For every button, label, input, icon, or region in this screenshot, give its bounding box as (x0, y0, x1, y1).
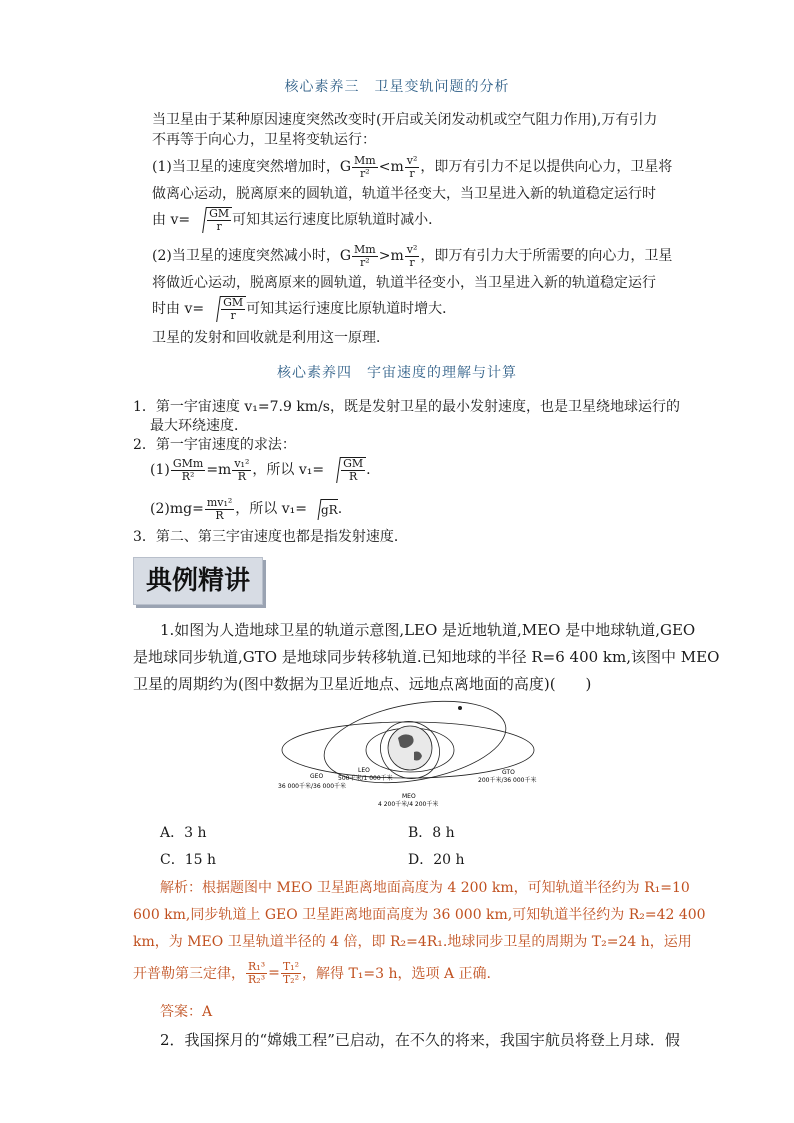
frac-num: v² (406, 242, 418, 256)
solution-line-kepler (133, 955, 491, 991)
text: 可知其运行速度比原轨道时增大． (246, 301, 457, 317)
list-item-1: 1．第一宇宙速度 v₁=7.9 km/s，既是发射卫星的最小发射速度，也是卫星绕地球运行的 (133, 399, 680, 415)
frac-den: R₂³ (248, 972, 266, 986)
list-item-2: 2．第一宇宙速度的求法： (133, 437, 296, 453)
orbit-diagram (270, 700, 540, 810)
frac-den: R² (181, 469, 195, 483)
option-d[interactable]: D．20 h (408, 852, 465, 868)
sqrt-gm-r (208, 296, 246, 322)
question-line: 是地球同步轨道,GTO 是地球同步转移轨道.已知地球的半径 R=6 400 km,该图中 MEO (133, 648, 720, 666)
question-line: 卫星的周期约为(图中数据为卫星近地点、远地点离地面的高度)( ) (133, 675, 592, 693)
frac-num: GM (209, 207, 230, 220)
frac-den: r² (360, 255, 370, 269)
text: . (337, 501, 343, 517)
text: (2)mg= (150, 501, 204, 517)
text: >m (378, 248, 404, 264)
meo-label: MEO (402, 793, 416, 800)
frac-num: Mm (354, 153, 376, 167)
geo-height: 36 000千米/36 000千米 (278, 783, 347, 790)
formula-first-velocity-1 (150, 452, 371, 488)
fraction-gm-r (221, 297, 245, 322)
fraction-r1-r2 (246, 961, 267, 986)
paragraph-line: 不再等于向心力，卫星将变轨运行： (152, 132, 376, 148)
frac-num: T₁² (282, 959, 299, 973)
formula-line-speed-decrease (152, 239, 672, 273)
text: 时由 v= (152, 301, 205, 317)
list-item-1-cont: 最大环绕速度． (150, 418, 248, 434)
paragraph-line: 卫星的发射和回收就是利用这一原理． (152, 330, 390, 346)
section-banner-examples: 典例精讲 (133, 557, 263, 605)
fraction-mm-r2 (352, 244, 378, 269)
section-title-cosmic-velocity: 核心素养四 宇宙速度的理解与计算 (277, 365, 517, 381)
text: 开普勒第三定律， (133, 966, 245, 982)
fraction-mv2-r (205, 497, 234, 522)
frac-num: mv₁² (206, 495, 233, 509)
list-item-3: 3．第二、第三宇宙速度也都是指发射速度． (133, 529, 408, 545)
option-a[interactable]: A．3 h (160, 825, 207, 841)
option-b[interactable]: B．8 h (408, 825, 455, 841)
paragraph-line: 做离心运动，脱离原来的圆轨道，轨道半径变大，当卫星进入新的轨道稳定运行时 (152, 186, 656, 202)
satellite-dot (458, 706, 462, 710)
frac-num: R₁³ (248, 959, 266, 973)
text: ，所以 v₁= (252, 462, 325, 478)
frac-num: GMm (172, 456, 204, 470)
option-c[interactable]: C．15 h (160, 852, 216, 868)
meo-height: 4 200千米/4 200千米 (378, 801, 439, 808)
frac-den: R (215, 508, 224, 522)
solution-line: km，为 MEO 卫星轨道半径的 4 倍，即 R₂=4R₁.地球同步卫星的周期为 T₂=24 h，运用 (133, 934, 692, 950)
solution-line: 600 km,同步轨道上 GEO 卫星距离地面高度为 36 000 km,可知轨道半径约为 R₂=42 400 (133, 907, 706, 923)
solution-line: 解析：根据题图中 MEO 卫星距离地面高度为 4 200 km，可知轨道半径约为 R₁=10 (160, 880, 690, 896)
text: (2)当卫星的速度突然减小时，G (152, 248, 352, 264)
leo-label: LEO (358, 767, 370, 774)
frac-den: R (348, 470, 358, 483)
frac-den: r (230, 309, 236, 322)
formula-line-speed-formula-1 (152, 204, 442, 236)
sqrt-content: gR (321, 499, 338, 520)
formula-line-speed-formula-2 (152, 293, 456, 325)
question-line: 1.如图为人造地球卫星的轨道示意图,LEO 是近地轨道,MEO 是中地球轨道,GEO (160, 621, 696, 639)
text: ，解得 T₁=3 h，选项 A 正确. (302, 966, 491, 982)
frac-num: GM (223, 296, 244, 309)
formula-line-speed-increase (152, 150, 672, 184)
frac-num: GM (343, 457, 364, 470)
sqrt-gm-r (194, 207, 232, 233)
gto-height: 200千米/36 000千米 (478, 777, 537, 784)
frac-num: v₁² (234, 456, 250, 470)
fraction-gm-r (341, 458, 365, 483)
frac-num: v² (406, 153, 418, 167)
text: 由 v= (152, 212, 191, 228)
text: (1)当卫星的速度突然增加时，G (152, 159, 352, 175)
frac-den: r (216, 220, 222, 233)
frac-den: r (409, 255, 415, 269)
fraction-v2-r (405, 155, 420, 180)
text: . (366, 462, 371, 478)
text: 可知其运行速度比原轨道时减小． (232, 212, 443, 228)
fraction-gmm-r2 (171, 458, 205, 483)
text: = (268, 965, 280, 981)
text: <m (378, 159, 404, 175)
frac-den: R (237, 469, 247, 483)
sqrt-gr (309, 499, 338, 520)
paragraph-line: 当卫星由于某种原因速度突然改变时(开启或关闭发动机或空气阻力作用),万有引力 (152, 112, 658, 128)
answer-line: 答案：A (160, 1004, 213, 1020)
question-2-line: 2．我国探月的“嫦娥工程”已启动，在不久的将来，我国宇航员将登上月球．假 (160, 1031, 680, 1049)
fraction-v2-r (405, 244, 420, 269)
frac-num: Mm (354, 242, 376, 256)
text: ，即万有引力不足以提供向心力，卫星将 (420, 159, 673, 175)
fraction-t1-t2 (281, 961, 301, 986)
text: ，所以 v₁= (235, 501, 307, 517)
frac-den: r (409, 166, 415, 180)
geo-label: GEO (310, 773, 324, 780)
earth (388, 726, 432, 770)
paragraph-line: 将做近心运动，脱离原来的圆轨道，轨道半径变小，当卫星进入新的轨道稳定运行 (152, 275, 656, 291)
gto-label: GTO (502, 769, 515, 776)
frac-den: T₂² (282, 972, 299, 986)
leo-height: 500千米/1 000千米 (338, 775, 393, 782)
fraction-mm-r2 (352, 155, 378, 180)
section-title-orbit-change: 核心素养三 卫星变轨问题的分析 (284, 79, 510, 95)
text: ，即万有引力大于所需要的向心力，卫星 (420, 248, 673, 264)
text: =m (206, 462, 232, 478)
formula-first-velocity-2 (150, 491, 342, 527)
fraction-v2-r (232, 458, 251, 483)
frac-den: r² (360, 166, 370, 180)
fraction-gm-r (207, 208, 231, 233)
text: (1) (150, 462, 170, 478)
sqrt-gm-r (328, 457, 366, 483)
